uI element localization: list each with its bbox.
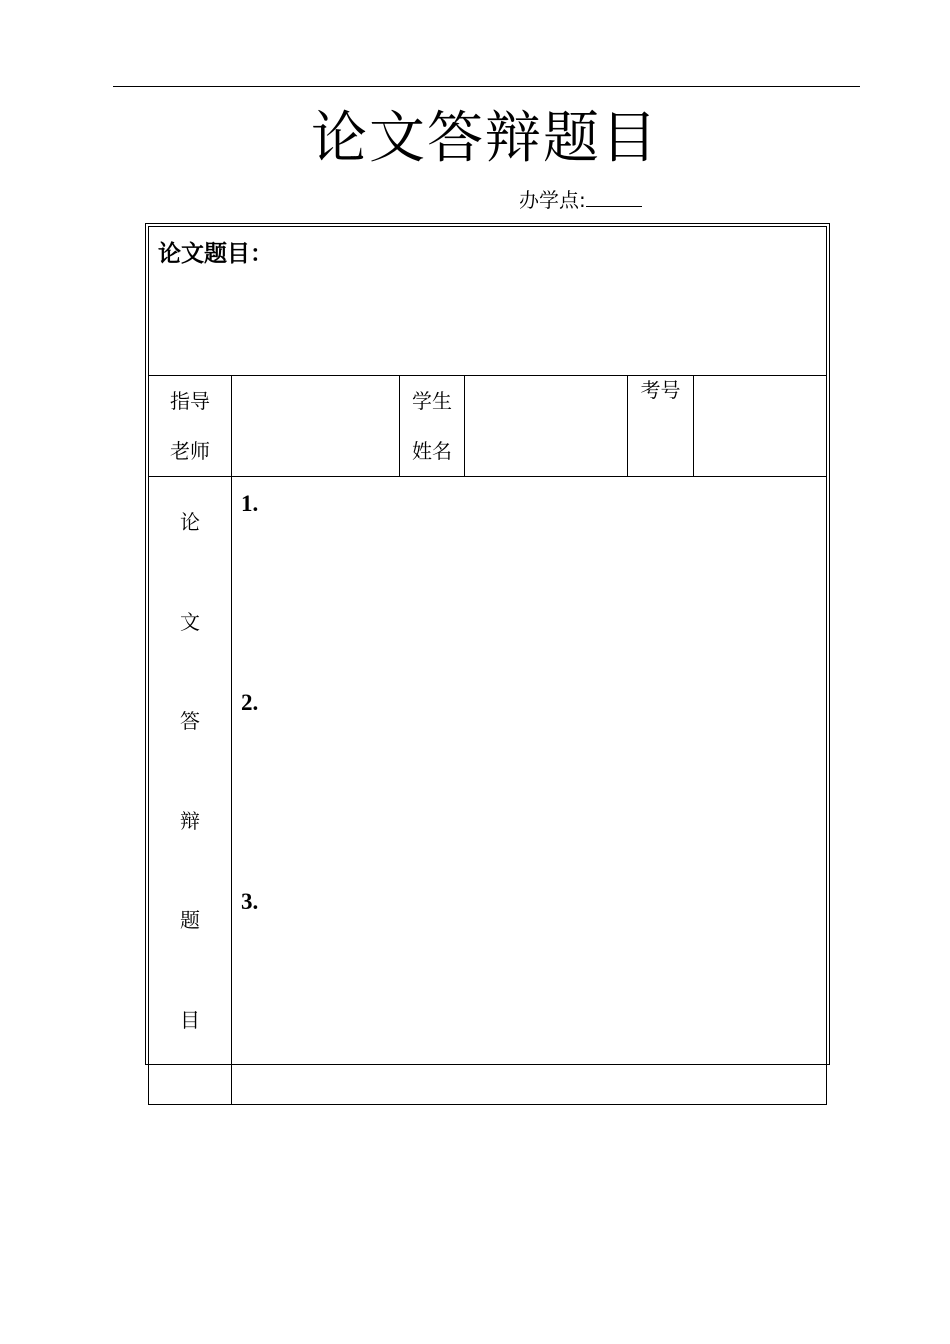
side-label-char: 辩 [180,808,200,833]
side-label-char: 文 [180,609,200,634]
side-label-char: 论 [180,510,200,534]
document-title: 论文答辩题目 [311,106,659,171]
student-label-line1: 学生 [412,389,452,413]
defense-questions-area[interactable] [232,477,827,1105]
question-number-2: 2. [241,690,259,715]
exam-number-field[interactable] [694,376,827,477]
student-label-line2: 姓名 [412,439,452,463]
defense-questions-side-label [149,477,232,1105]
school-field [519,186,642,214]
student-label-cell [400,376,465,477]
header-rule [113,86,860,87]
thesis-topic-label: 论文题目： [158,241,273,267]
side-label-char: 目 [180,1007,200,1032]
advisor-label-line2: 老师 [170,439,210,463]
thesis-topic-cell[interactable] [149,227,827,376]
student-name-field[interactable] [465,376,628,477]
defense-form [145,223,830,1065]
exam-number-label-cell [628,376,694,477]
question-number-3: 3. [241,889,259,914]
question-number-1: 1. [241,491,259,516]
advisor-label-cell [149,376,232,477]
advisor-label-line1: 指导 [170,389,210,413]
advisor-value-field[interactable] [232,376,400,477]
side-label-char: 题 [180,908,200,932]
school-blank-field[interactable] [586,186,642,207]
side-label-char: 答 [180,709,200,733]
defense-form-table [148,226,827,1105]
exam-number-label: 考号 [640,378,681,402]
school-label: 办学点: [519,188,586,212]
